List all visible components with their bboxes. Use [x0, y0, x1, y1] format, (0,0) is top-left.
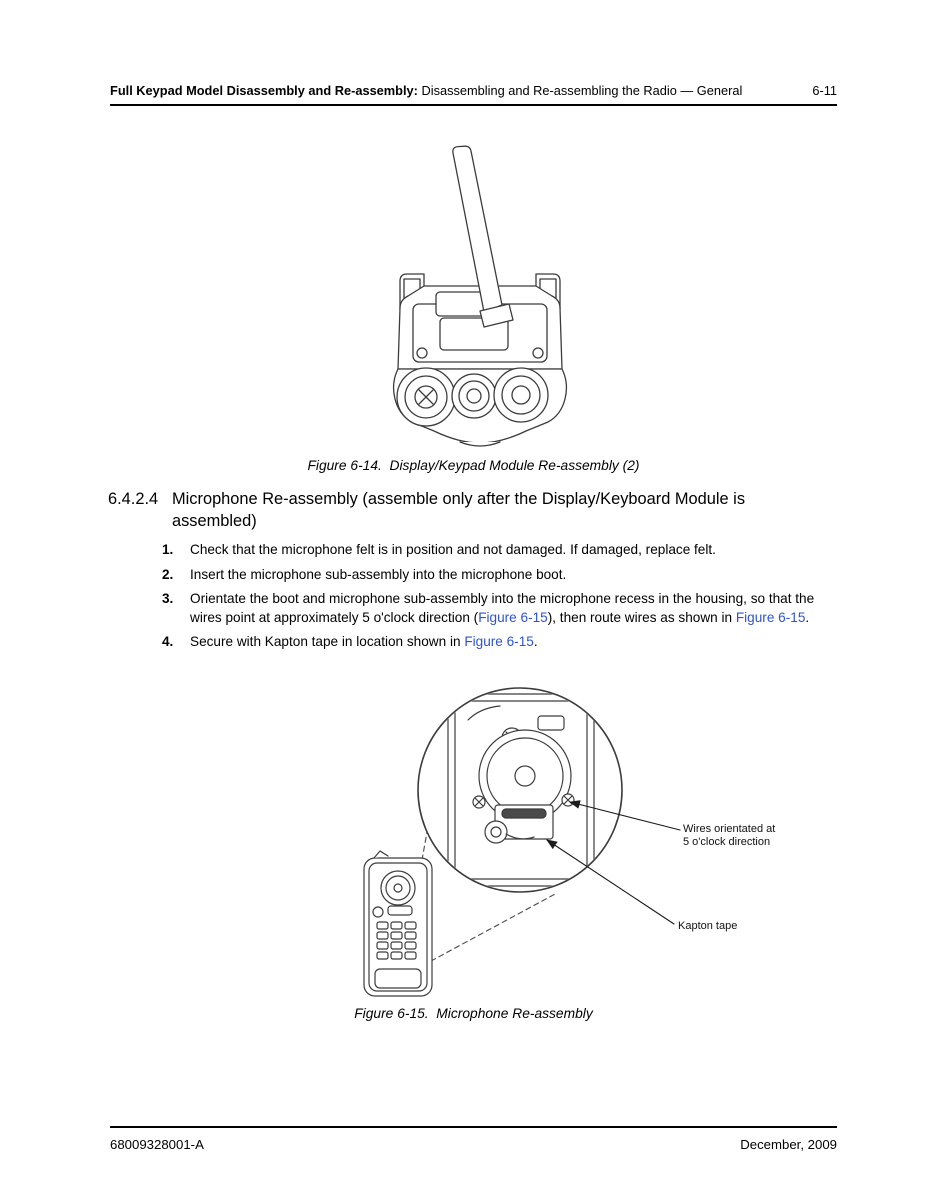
- step-4-text: [190, 633, 834, 652]
- step-3: [162, 590, 840, 627]
- section-number: 6.4.2.4: [108, 490, 159, 508]
- figure-6-14-svg: [330, 145, 630, 453]
- step-3-number: 3.: [162, 591, 174, 606]
- chassis-body: [398, 286, 562, 369]
- figure-6-15-link[interactable]: Figure 6-15: [735, 609, 806, 625]
- microphone-slot: [502, 809, 546, 818]
- figure-6-15-link[interactable]: Figure 6-15: [464, 634, 534, 649]
- figure-6-14-caption: Figure 6-14. Display/Keypad Module Re-assembly (2): [307, 458, 640, 473]
- step-1-number: 1.: [162, 542, 174, 557]
- annotation-kapton: Kapton tape: [678, 920, 738, 932]
- radio-front-view: [364, 851, 432, 996]
- step-4-text-part-1: Secure with Kapton tape in location shown in: [190, 634, 465, 649]
- header-page-number: 6-11: [812, 83, 837, 98]
- header-running-title: [110, 83, 742, 99]
- header-title-bold: Full Keypad Model Disassembly and Re-assembly:: [110, 83, 418, 98]
- step-2-text: Insert the microphone sub-assembly into the microphone boot.: [190, 566, 567, 582]
- step-1: [162, 541, 840, 560]
- figure-6-14-drawing: [330, 145, 630, 458]
- step-2: [162, 566, 840, 585]
- procedure-steps: [162, 541, 840, 658]
- step-3-text-part-1: Orientate the boot and microphone sub-assembly into the microphone recess in the housing, so that the wires point at approximately 5 o'clock direction (: [190, 591, 815, 625]
- figure-6-15-caption: Figure 6-15. Microphone Re-assembly: [354, 1006, 593, 1021]
- step-4: [162, 633, 840, 652]
- section-title: Microphone Re-assembly (assemble only after the Display/Keyboard Module is assembled): [172, 490, 746, 530]
- control-knobs: [394, 368, 567, 446]
- section-heading: [108, 489, 840, 532]
- page-footer: [110, 1137, 837, 1152]
- step-3-text-part-2: ), then route wires as shown in: [547, 609, 736, 625]
- header-rule: [110, 104, 837, 106]
- header-title-regular: Disassembling and Re-assembling the Radio — General: [421, 83, 743, 98]
- annotation-wires-line2: 5 o'clock direction: [683, 836, 771, 848]
- step-4-number: 4.: [162, 634, 174, 649]
- step-3-text-part-3: .: [805, 609, 810, 625]
- footer-date: December, 2009: [740, 1137, 837, 1152]
- step-1-text: Check that the microphone felt is in position and not damaged. If damaged, replace felt.: [190, 542, 716, 557]
- step-4-text-part-2: .: [533, 634, 538, 649]
- step-3-text: [190, 590, 834, 627]
- footer-rule: [110, 1126, 837, 1128]
- footer-doc-number: 68009328001-A: [110, 1137, 204, 1152]
- figure-6-15-link[interactable]: Figure 6-15: [478, 609, 548, 625]
- step-2-number: 2.: [162, 566, 174, 582]
- annotation-wires-line1: Wires orientated at: [683, 823, 776, 835]
- page-header: [110, 83, 837, 99]
- kapton-leader-line: [547, 840, 674, 924]
- annotation-wires: [683, 823, 775, 849]
